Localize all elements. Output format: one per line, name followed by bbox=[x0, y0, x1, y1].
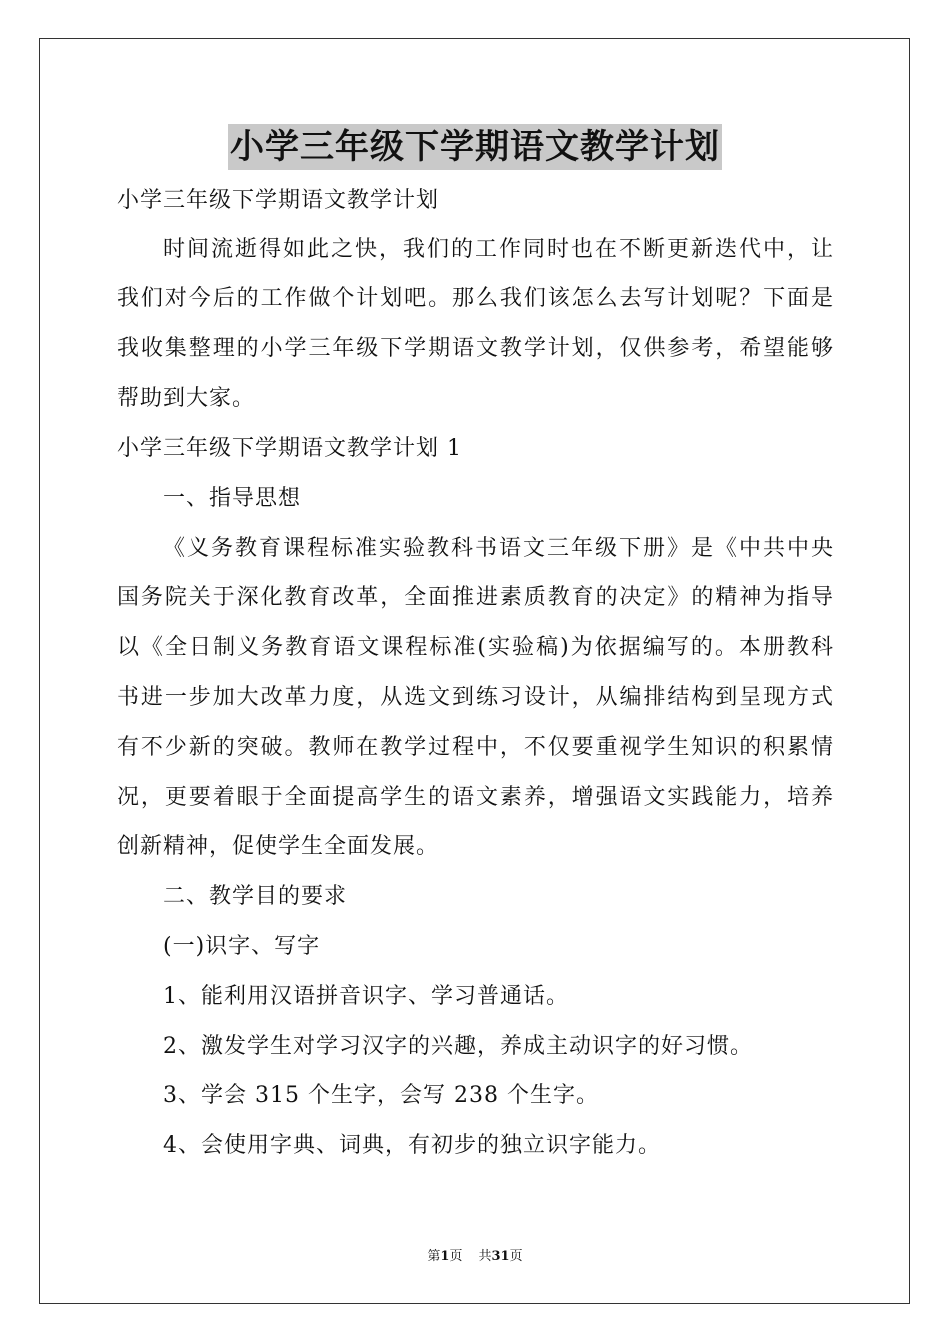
page-footer bbox=[0, 1248, 950, 1266]
list-item-1: 1、能利用汉语拼音识字、学习普通话。 bbox=[163, 984, 569, 1009]
paragraph-line-1: 《义务教育课程标准实验教科书语文三年级下册》是《中共中央 bbox=[163, 536, 833, 561]
intro-line-4: 帮助到大家。 bbox=[117, 386, 256, 411]
paragraph-line-4: 书进一步加大改革力度，从选文到练习设计，从编排结构到呈现方式 bbox=[117, 685, 833, 710]
paragraph-line-5: 有不少新的突破。教师在教学过程中，不仅要重视学生知识的积累情 bbox=[117, 735, 833, 760]
list-item-4: 4、会使用字典、词典，有初步的独立识字能力。 bbox=[163, 1133, 661, 1158]
document-title: 小学三年级下学期语文教学计划 bbox=[228, 124, 722, 170]
title-area bbox=[0, 124, 950, 170]
subtitle-line: 小学三年级下学期语文教学计划 bbox=[117, 188, 440, 213]
intro-line-1: 时间流逝得如此之快，我们的工作同时也在不断更新迭代中，让 bbox=[163, 237, 833, 262]
page-border bbox=[39, 38, 910, 1304]
section-heading: 小学三年级下学期语文教学计划 1 bbox=[117, 436, 462, 461]
heading-guiding-ideology: 一、指导思想 bbox=[163, 486, 302, 511]
paragraph-line-6: 况，更要着眼于全面提高学生的语文素养，增强语文实践能力，培养 bbox=[117, 785, 833, 810]
footer-total-prefix: 共 bbox=[478, 1249, 492, 1264]
subheading-literacy: (一)识字、写字 bbox=[163, 934, 321, 959]
intro-line-2: 我们对今后的工作做个计划吧。那么我们该怎么去写计划呢？下面是 bbox=[117, 286, 833, 311]
footer-page-number: 1 bbox=[440, 1249, 450, 1264]
footer-total-pages: 31 bbox=[491, 1249, 510, 1264]
paragraph-line-2: 国务院关于深化教育改革，全面推进素质教育的决定》的精神为指导 bbox=[117, 585, 833, 610]
footer-total-suffix: 页 bbox=[509, 1249, 523, 1264]
paragraph-line-3: 以《全日制义务教育语文课程标准(实验稿)为依据编写的。本册教科 bbox=[117, 635, 833, 660]
list-item-3: 3、学会 315 个生字，会写 238 个生字。 bbox=[163, 1083, 599, 1108]
footer-page-suffix: 页 bbox=[449, 1249, 463, 1264]
paragraph-line-7: 创新精神，促使学生全面发展。 bbox=[117, 834, 440, 859]
intro-line-3: 我收集整理的小学三年级下学期语文教学计划，仅供参考，希望能够 bbox=[117, 336, 833, 361]
heading-teaching-goals: 二、教学目的要求 bbox=[163, 884, 348, 909]
footer-page-prefix: 第 bbox=[427, 1249, 441, 1264]
list-item-2: 2、激发学生对学习汉字的兴趣，养成主动识字的好习惯。 bbox=[163, 1034, 753, 1059]
